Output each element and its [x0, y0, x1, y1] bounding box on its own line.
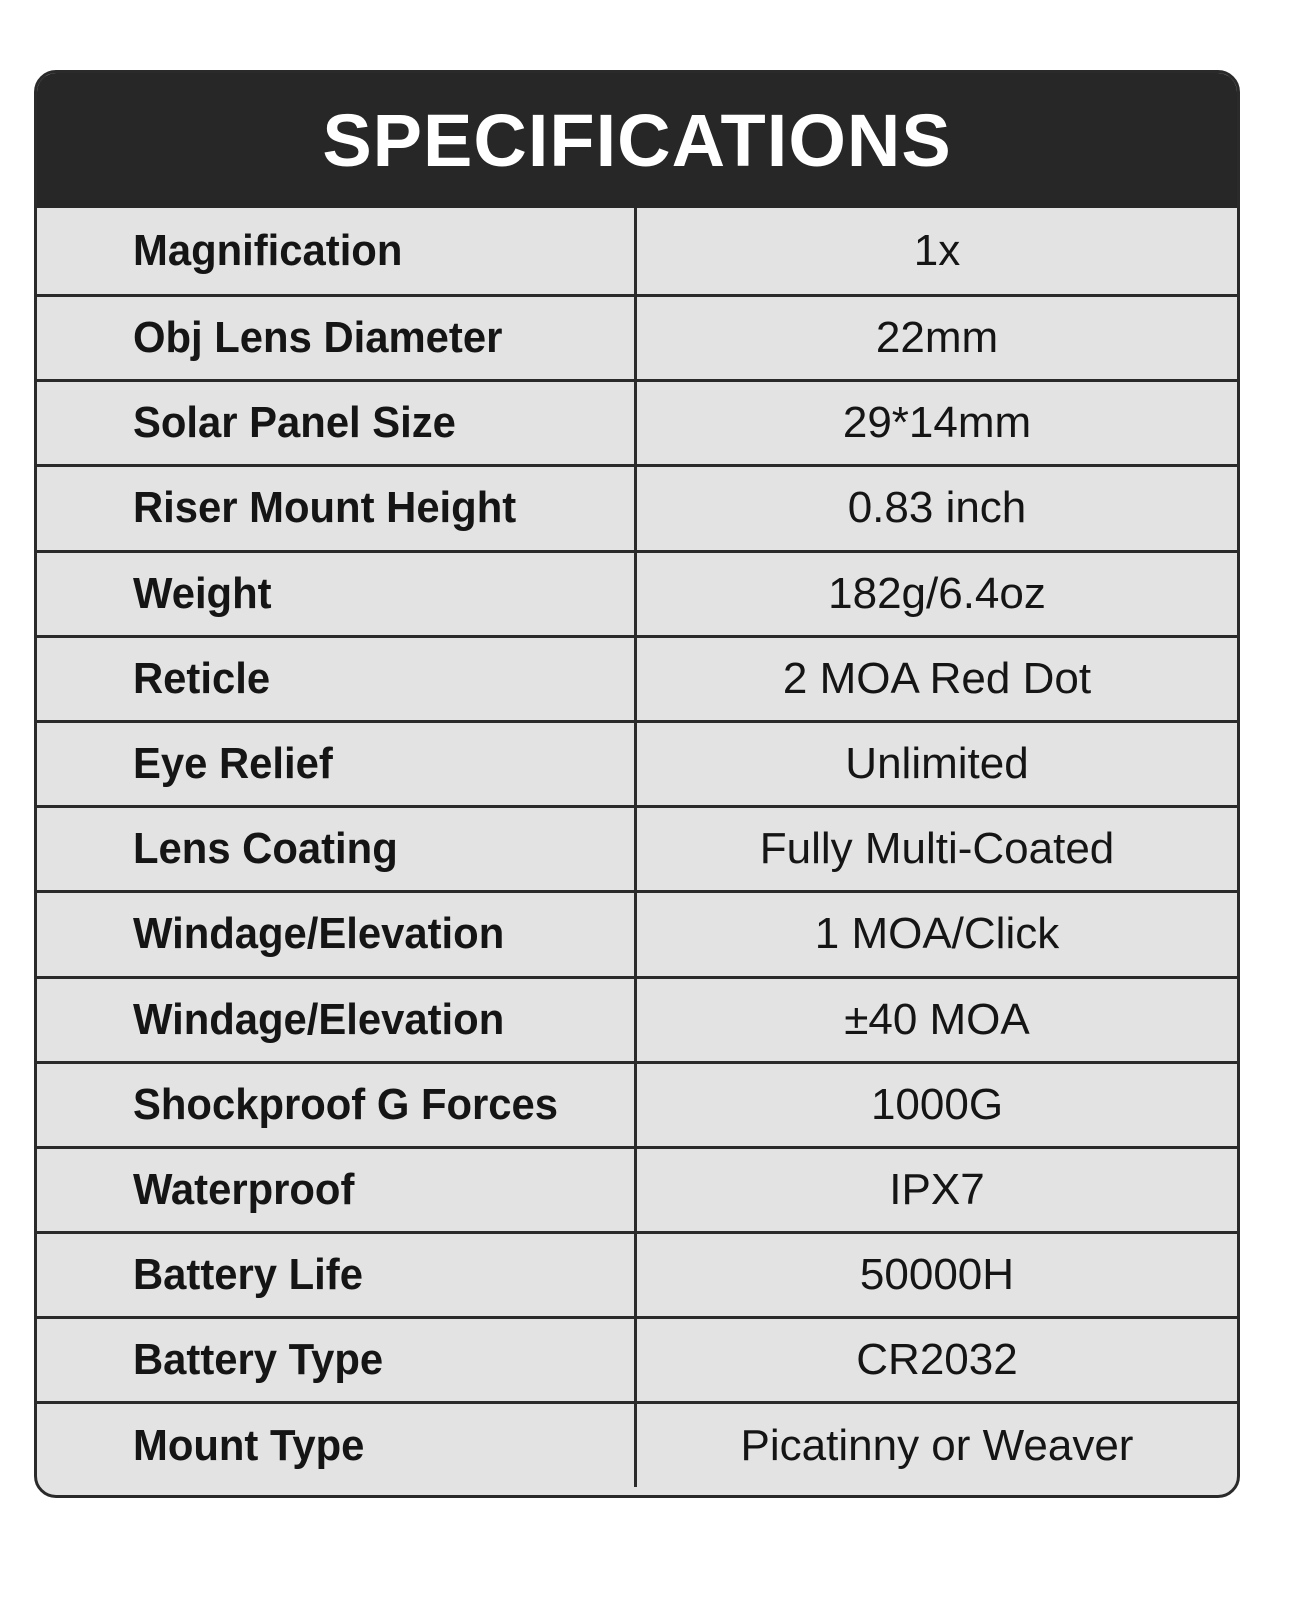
spec-value: Fully Multi-Coated — [759, 824, 1115, 874]
spec-row — [37, 294, 1237, 379]
spec-value: CR2032 — [856, 1335, 1018, 1385]
spec-value: 182g/6.4oz — [828, 568, 1046, 618]
spec-label-text: Weight — [133, 568, 272, 618]
spec-label — [37, 297, 637, 379]
spec-label — [37, 382, 637, 464]
spec-label — [37, 1234, 637, 1316]
spec-label — [37, 467, 637, 549]
spec-row — [37, 379, 1237, 464]
spec-label-text: Obj Lens Diameter — [133, 313, 503, 363]
spec-row — [37, 1401, 1237, 1486]
spec-label-text: Lens Coating — [133, 824, 398, 874]
spec-row — [37, 1316, 1237, 1401]
spec-row — [37, 1061, 1237, 1146]
spec-label-text: Windage/Elevation — [133, 994, 505, 1044]
spec-value: ±40 MOA — [844, 994, 1030, 1044]
spec-label — [37, 553, 637, 635]
spec-label — [37, 893, 637, 975]
spec-label — [37, 1319, 637, 1401]
spec-row — [37, 550, 1237, 635]
spec-row — [37, 1231, 1237, 1316]
spec-row — [37, 208, 1237, 294]
spec-label-text: Mount Type — [133, 1420, 365, 1470]
spec-row — [37, 1146, 1237, 1231]
spec-row — [37, 720, 1237, 805]
spec-value: 1x — [913, 226, 961, 275]
spec-label-text: Reticle — [133, 653, 271, 703]
spec-value: 2 MOA Red Dot — [782, 653, 1092, 703]
spec-label — [37, 638, 637, 720]
spec-label-text: Solar Panel Size — [133, 398, 456, 448]
spec-label — [37, 1064, 637, 1146]
spec-value: 1000G — [870, 1079, 1004, 1129]
spec-label-text: Battery Life — [133, 1250, 363, 1300]
spec-label — [37, 979, 637, 1061]
table-title: SPECIFICATIONS — [37, 73, 1237, 208]
spec-value: 1 MOA/Click — [814, 909, 1060, 959]
spec-label — [37, 208, 637, 294]
spec-row — [37, 464, 1237, 549]
spec-value: Picatinny or Weaver — [740, 1420, 1134, 1470]
spec-label-text: Riser Mount Height — [133, 483, 517, 533]
spec-value: 29*14mm — [842, 398, 1032, 448]
spec-label-text: Eye Relief — [133, 739, 333, 789]
spec-label-text: Magnification — [133, 226, 403, 275]
spec-label-text: Shockproof G Forces — [133, 1079, 559, 1129]
spec-value: 50000H — [859, 1250, 1015, 1300]
spec-label — [37, 1149, 637, 1231]
spec-row — [37, 976, 1237, 1061]
spec-label — [37, 1404, 637, 1486]
spec-rows — [37, 208, 1237, 1487]
spec-value: 0.83 inch — [847, 483, 1027, 533]
spec-label-text: Battery Type — [133, 1335, 384, 1385]
spec-row — [37, 805, 1237, 890]
spec-value: Unlimited — [845, 739, 1029, 789]
spec-label-text: Waterproof — [133, 1164, 355, 1214]
spec-row — [37, 635, 1237, 720]
spec-label-text: Windage/Elevation — [133, 909, 505, 959]
spec-table — [34, 70, 1240, 1498]
spec-value: IPX7 — [889, 1164, 985, 1214]
spec-value: 22mm — [875, 313, 999, 363]
spec-label — [37, 808, 637, 890]
spec-label — [37, 723, 637, 805]
spec-row — [37, 890, 1237, 975]
